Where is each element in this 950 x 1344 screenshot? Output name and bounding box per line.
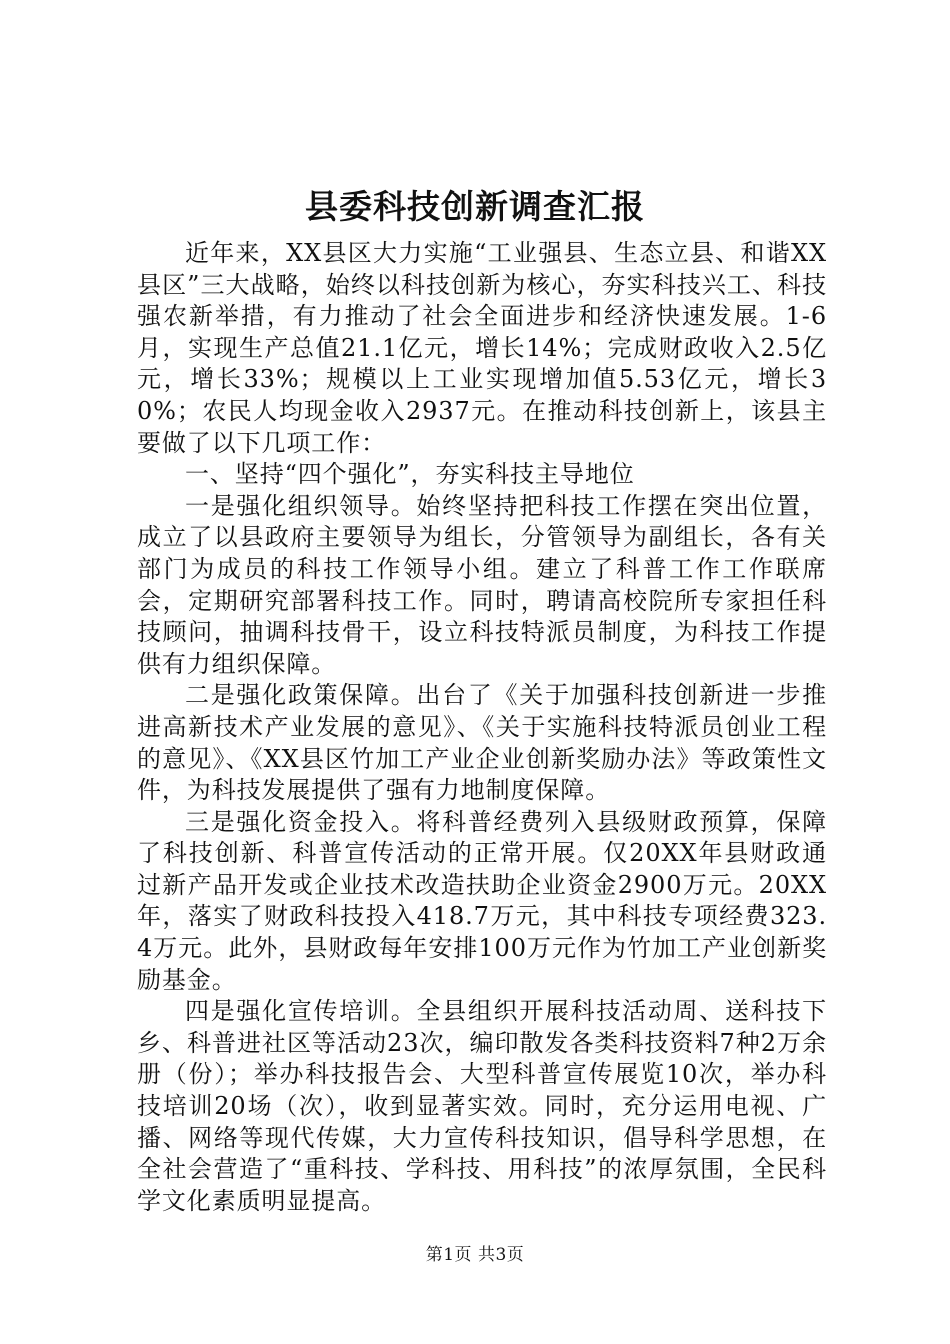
paragraph-funding: 三是强化资金投入。将科普经费列入县级财政预算，保障了科技创新、科普宣传活动的正常开展。仅20XX年县财政通过新产品开发或企业技术改造扶助企业资金2900万元。20XX年，落实了财政科技投入418.7万元，其中科技专项经费323.4万元。此外，县财政每年安排100万元作为竹加工产业创新奖励基金。	[137, 807, 827, 994]
paragraph-organization: 一是强化组织领导。始终坚持把科技工作摆在突出位置，成立了以县政府主要领导为组长，分管领导为副组长，各有关部门为成员的科技工作领导小组。建立了科普工作工作联席会，定期研究部署科技工作。同时，聘请高校院所专家担任科技顾问，抽调科技骨干，设立科技特派员制度，为科技工作提供有力组织保障。	[137, 491, 827, 678]
paragraph-policy: 二是强化政策保障。出台了《关于加强科技创新进一步推进高新技术产业发展的意见》、《关于实施科技特派员创业工程的意见》、《XX县区竹加工产业企业创新奖励办法》等政策性文件，为科技发展提供了强有力地制度保障。	[137, 681, 827, 805]
document-title: 县委科技创新调查汇报	[305, 187, 645, 226]
document-body	[137, 238, 827, 1217]
section-heading: 一、坚持“四个强化”，夯实科技主导地位	[185, 460, 635, 489]
paragraph-intro: 近年来，XX县区大力实施“工业强县、生态立县、和谐XX县区”三大战略，始终以科技创新为核心，夯实科技兴工、科技强农新举措，有力推动了社会全面进步和经济快速发展。1-6月，实现生产总值21.1亿元，增长14%；完成财政收入2.5亿元，增长33%；规模以上工业实现增加值5.53亿元，增长30%；农民人均现金收入2937元。在推动科技创新上，该县主要做了以下几项工作：	[137, 239, 827, 457]
page-footer: 第1页 共3页	[425, 1245, 525, 1265]
paragraph-training: 四是强化宣传培训。全县组织开展科技活动周、送科技下乡、科普进社区等活动23次，编印散发各类科技资料7种2万余册（份）；举办科技报告会、大型科普宣传展览10次，举办科技培训20场（次），收到显著实效。同时，充分运用电视、广播、网络等现代传媒，大力宣传科技知识，倡导科学思想，在全社会营造了“重科技、学科技、用科技”的浓厚氛围，全民科学文化素质明显提高。	[137, 997, 827, 1215]
